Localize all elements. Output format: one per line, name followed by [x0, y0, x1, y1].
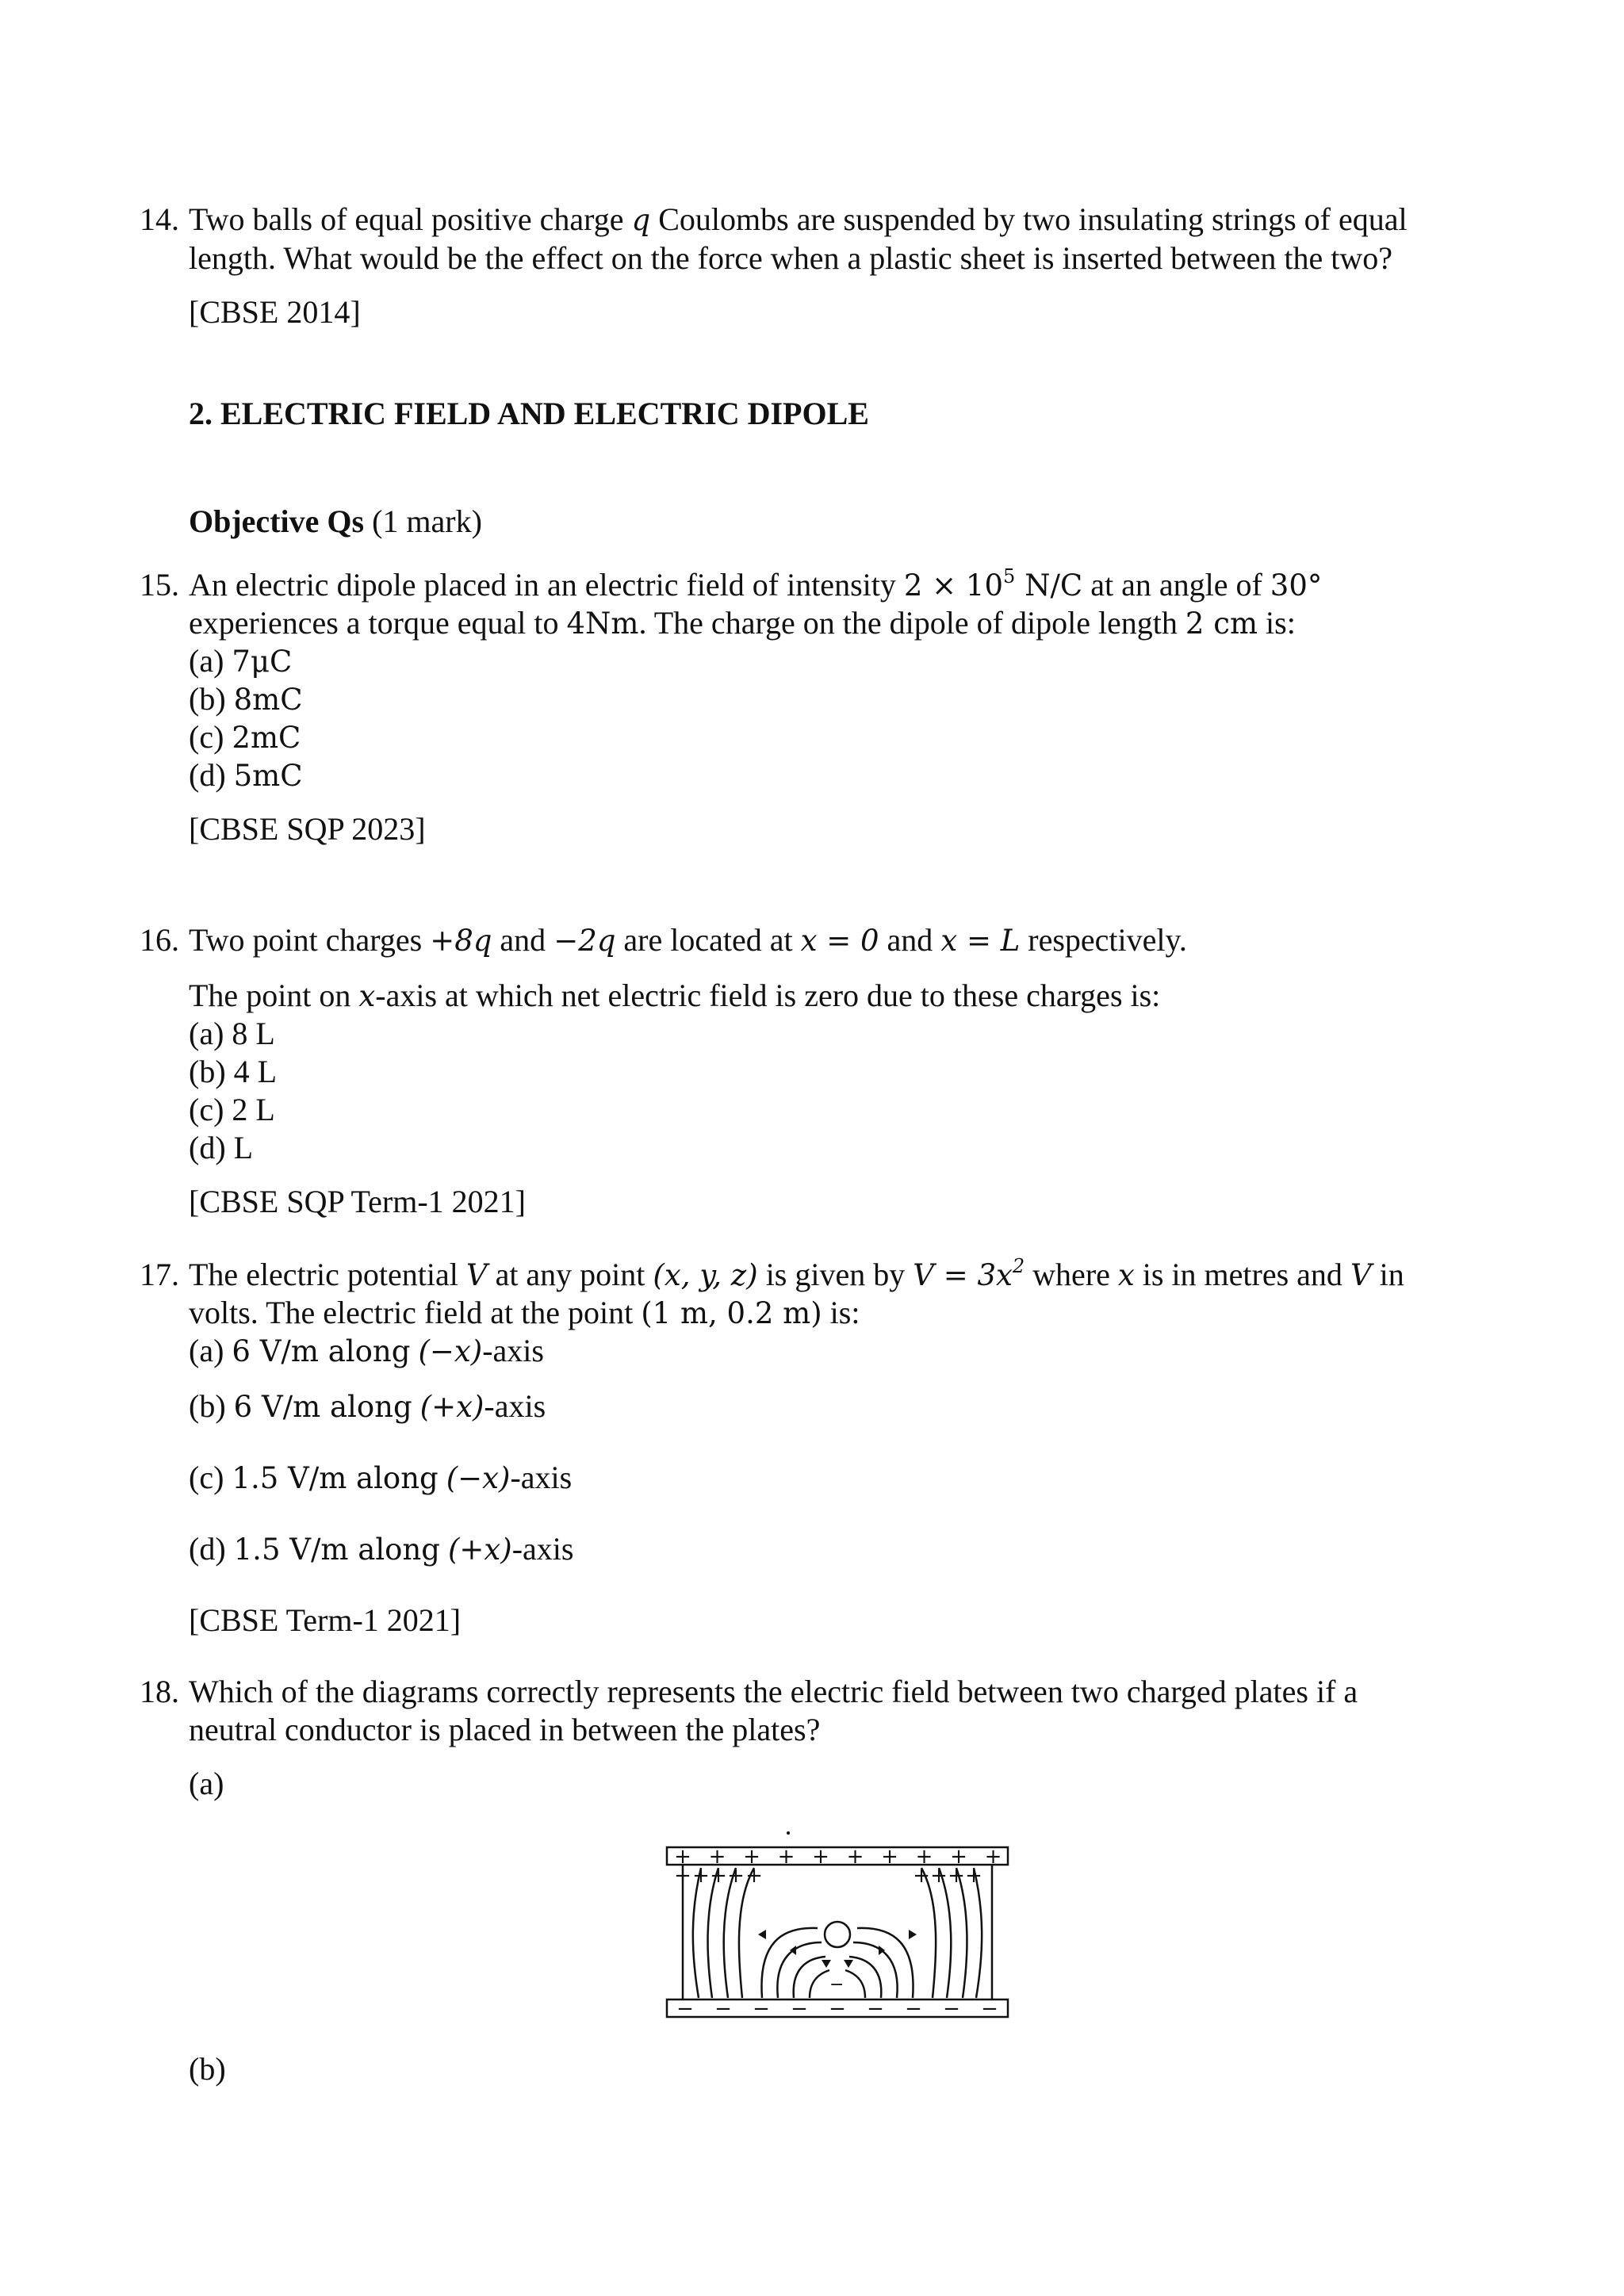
q15-number: 15. [140, 567, 179, 603]
plus-sign: + [881, 1845, 898, 1869]
minus-sign: − [714, 1997, 732, 2021]
field-arrow [758, 1930, 766, 1939]
q18-line2: neutral conductor is placed in between the plates? [189, 1712, 821, 1747]
q17-equation: $V = 3x^2$ [913, 1255, 1025, 1292]
q18-line1: Which of the diagrams correctly represents the electric field between two charged plates if a [189, 1674, 1358, 1709]
plus-sign: + [710, 1864, 727, 1888]
plus-sign: + [777, 1845, 795, 1869]
field-arrow [822, 1960, 831, 1968]
field-line [845, 1970, 865, 1998]
q17-option-d: (d) 1.5 V/m along (+x)-axis [189, 1531, 574, 1567]
q18-option-a-label: (a) [189, 1766, 224, 1801]
plus-sign: + [984, 1845, 1002, 1869]
minus-sign: − [791, 1997, 808, 2021]
neutral-conductor [825, 1922, 850, 1947]
q15-source: [CBSE SQP 2023] [189, 811, 426, 847]
minus-sign: − [905, 1997, 922, 2021]
q14-source: [CBSE 2014] [189, 294, 361, 330]
q15-field-value: $2 \times 10^5$ N/C [903, 565, 1083, 603]
plus-sign: + [745, 1864, 763, 1888]
section-heading: 2. ELECTRIC FIELD AND ELECTRIC DIPOLE [189, 396, 869, 431]
q17-number: 17. [140, 1257, 179, 1292]
q15-option-a: (a) 7μC [189, 643, 293, 679]
minus-sign: − [867, 1997, 884, 2021]
q15-option-b: (b) 8mC [189, 681, 303, 717]
plus-sign: + [727, 1864, 745, 1888]
plate-plus-signs [674, 1845, 1002, 1888]
q15-line2: experiences a torque equal to 4Nm. The charge on the dipole of dipole length 2 cm is: [189, 605, 1296, 641]
q15-option-c: (c) 2mC [189, 719, 301, 755]
q16-line1: Two point charges +8q and −2q are located at x = 0 and x = L respectively. [189, 922, 1187, 958]
q17-line1: The electric potential V at any point (x, y, z) is given by $V = 3x^2$ where x is in metres and V in [189, 1255, 1404, 1292]
plus-sign: + [743, 1845, 760, 1869]
plus-sign: + [965, 1864, 982, 1888]
minus-sign: − [753, 1997, 770, 2021]
q17-option-c: (c) 1.5 V/m along (−x)-axis [189, 1460, 573, 1495]
q14-line2: length. What would be the effect on the force when a plastic sheet is inserted between the two? [189, 240, 1392, 276]
plus-sign: + [913, 1864, 930, 1888]
field-line [761, 1928, 818, 1998]
q16-option-a: (a) 8 L [189, 1016, 275, 1051]
q18-option-b-label: (b) [189, 2051, 226, 2087]
minus-sign: − [676, 1997, 694, 2021]
q16-option-d: (d) L [189, 1130, 254, 1165]
field-arrow [844, 1960, 853, 1968]
minus-sign: − [829, 1997, 846, 2021]
minus-sign: − [981, 1997, 998, 2021]
q17-source: [CBSE Term-1 2021] [189, 1602, 462, 1638]
q15-option-d: (d) 5mC [189, 757, 303, 793]
q17-line2: volts. The electric field at the point (1 m, 0.2 m) is: [189, 1295, 860, 1330]
q16-source: [CBSE SQP Term-1 2021] [189, 1184, 526, 1219]
plus-sign: + [674, 1864, 691, 1888]
minus-sign: − [943, 1997, 960, 2021]
q17-option-a: (a) 6 V/m along (−x)-axis [189, 1333, 544, 1368]
stray-dot [787, 1831, 790, 1835]
q16-line2: The point on x-axis at which net electric field is zero due to these charges is: [189, 978, 1161, 1013]
field-arrow [909, 1930, 917, 1939]
plus-sign: + [950, 1845, 967, 1869]
field-line [810, 1970, 829, 1998]
field-lines-diagram [663, 1823, 1012, 2030]
plus-sign: + [708, 1845, 726, 1869]
plus-sign: + [674, 1845, 691, 1869]
plate-minus-signs [676, 1997, 998, 2021]
plus-sign: + [930, 1864, 948, 1888]
q14-line1: Two balls of equal positive charge q Coulombs are suspended by two insulating strings of equal [189, 201, 1408, 237]
q15-line1: An electric dipole placed in an electric field of intensity $2 \times 10^5$ N/C at an angle of 30° [189, 565, 1323, 603]
q16-option-c: (c) 2 L [189, 1092, 275, 1127]
q18-number: 18. [140, 1674, 179, 1709]
q17-option-b: (b) 6 V/m along (+x)-axis [189, 1388, 546, 1424]
plus-sign: + [692, 1864, 710, 1888]
plus-sign: + [915, 1845, 933, 1869]
plus-sign: + [846, 1845, 864, 1869]
plus-sign: + [812, 1845, 829, 1869]
objective-subheading: Objective Qs (1 mark) [189, 503, 482, 539]
q16-option-b: (b) 4 L [189, 1054, 278, 1089]
plus-sign: + [948, 1864, 965, 1888]
conductor-minus-sign: − [829, 1975, 845, 1995]
q14-number: 14. [140, 201, 179, 237]
q16-number: 16. [140, 922, 179, 958]
field-line [857, 1928, 914, 1998]
